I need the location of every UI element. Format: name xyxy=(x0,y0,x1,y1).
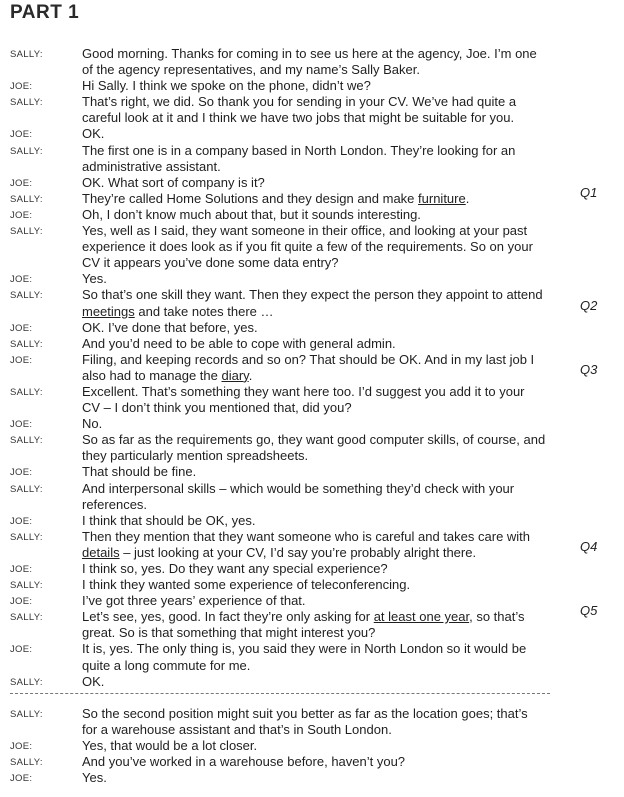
dialogue-line xyxy=(82,625,552,641)
dialogue-text: Filing, and keeping records and so on? That should be OK. And in my last job I xyxy=(82,351,535,367)
dialogue-line xyxy=(82,448,552,464)
dialogue-text: I think they wanted some experience of teleconferencing. xyxy=(82,577,411,593)
dialogue-text: That’s right, we did. So thank you for sending in your CV. We’ve had quite a xyxy=(82,94,517,110)
speaker-label: JOE: xyxy=(10,467,33,479)
part-title: PART 1 xyxy=(10,2,80,23)
dialogue-text: And you’ve worked in a warehouse before, haven’t you? xyxy=(82,754,406,770)
dialogue-turn xyxy=(0,352,624,384)
dialogue-text: I think so, yes. Do they want any special experience? xyxy=(82,561,388,577)
dialogue-turn xyxy=(0,593,624,609)
dialogue-turn xyxy=(0,513,624,529)
dialogue-text: I think that should be OK, yes. xyxy=(82,512,256,528)
dialogue-line xyxy=(82,368,552,384)
section-divider xyxy=(10,693,550,694)
dialogue-text: And you’d need to be able to cope with general admin. xyxy=(82,335,396,351)
dialogue-turn xyxy=(0,184,624,207)
dialogue-line xyxy=(82,545,552,561)
speaker-label: SALLY: xyxy=(10,531,43,543)
dialogue-turn xyxy=(0,46,624,78)
dialogue-text: And interpersonal skills – which would be something they’d check with your xyxy=(82,480,515,496)
dialogue-line xyxy=(82,529,552,545)
dialogue-line xyxy=(82,94,552,110)
dialogue-turn xyxy=(0,94,624,126)
dialogue-line xyxy=(82,320,552,336)
speaker-label: SALLY: xyxy=(10,49,43,60)
dialogue-line xyxy=(82,271,552,287)
speaker-label: SALLY: xyxy=(10,226,43,238)
dialogue-line xyxy=(82,62,552,78)
dialogue-text: . xyxy=(465,190,470,206)
speaker-label: SALLY: xyxy=(10,145,43,157)
speaker-label: SALLY: xyxy=(10,290,43,302)
dialogue-turn xyxy=(0,529,624,561)
dialogue-text: OK. What sort of company is it? xyxy=(82,174,265,190)
dialogue-turn xyxy=(0,706,624,738)
speaker-label: SALLY: xyxy=(10,757,43,769)
dialogue-text: . xyxy=(248,367,253,383)
dialogue-text: CV – I don’t think you mentioned that, did you? xyxy=(82,400,352,416)
dialogue-turn xyxy=(0,223,624,271)
question-marker: Q2 xyxy=(580,297,598,313)
dialogue-turn xyxy=(0,432,624,464)
speaker-label: JOE: xyxy=(10,741,33,753)
dialogue-text: – just looking at your CV, I’d say you’re probably alright there. xyxy=(119,544,477,560)
dialogue-turn xyxy=(0,207,624,223)
speaker-label: SALLY: xyxy=(10,338,43,350)
dialogue-line xyxy=(82,577,552,593)
speaker-label: JOE: xyxy=(10,596,33,608)
dialogue-text: for a warehouse assistant and that’s in South London. xyxy=(82,722,392,738)
dialogue-line xyxy=(82,352,552,368)
dialogue-line xyxy=(82,207,552,223)
dialogue-line xyxy=(82,223,552,239)
dialogue-turn xyxy=(0,674,624,690)
dialogue-text: Excellent. That’s something they want here too. I’d suggest you add it to your xyxy=(82,383,525,399)
dialogue-text: Oh, I don’t know much about that, but it sounds interesting. xyxy=(82,206,421,222)
transcript-continued xyxy=(0,706,624,786)
dialogue-line xyxy=(82,46,552,62)
dialogue-turn xyxy=(0,770,624,786)
speaker-label: JOE: xyxy=(10,354,33,366)
dialogue-line xyxy=(82,464,552,480)
dialogue-line xyxy=(82,239,552,255)
dialogue-turn xyxy=(0,78,624,94)
dialogue-line xyxy=(82,78,552,94)
dialogue-line xyxy=(82,384,552,400)
dialogue-turn xyxy=(0,481,624,513)
dialogue-turn xyxy=(0,738,624,754)
dialogue-text: So that’s one skill they want. Then they expect the person they appoint to attend xyxy=(82,287,543,303)
dialogue-line xyxy=(82,126,552,142)
dialogue-turn xyxy=(0,561,624,577)
speaker-label: JOE: xyxy=(10,515,33,527)
answer-underlined: diary xyxy=(221,367,249,383)
dialogue-text: , so that’s xyxy=(469,609,525,625)
dialogue-line xyxy=(82,287,552,303)
dialogue-turn xyxy=(0,416,624,432)
speaker-label: JOE: xyxy=(10,177,33,189)
question-marker: Q1 xyxy=(580,184,598,200)
dialogue-text: Yes. xyxy=(82,271,107,287)
speaker-label: JOE: xyxy=(10,564,33,576)
dialogue-text: Good morning. Thanks for coming in to see us here at the agency, Joe. I’m one xyxy=(82,46,537,61)
dialogue-turn xyxy=(0,603,624,641)
dialogue-text: Yes, that would be a lot closer. xyxy=(82,738,258,754)
dialogue-turn xyxy=(0,320,624,336)
dialogue-turn xyxy=(0,175,624,191)
dialogue-line xyxy=(82,609,552,625)
dialogue-line xyxy=(82,658,552,674)
dialogue-text: and take notes there … xyxy=(134,303,274,319)
transcript xyxy=(0,46,624,690)
dialogue-line xyxy=(82,513,552,529)
speaker-label: SALLY: xyxy=(10,435,43,447)
dialogue-line xyxy=(82,304,552,320)
dialogue-text: So as far as the requirements go, they want good computer skills, of course, and xyxy=(82,432,546,448)
speaker-label: JOE: xyxy=(10,209,33,221)
speaker-label: JOE: xyxy=(10,129,33,141)
dialogue-turn xyxy=(0,464,624,480)
answer-underlined: at least one year xyxy=(373,609,470,625)
speaker-label: SALLY: xyxy=(10,483,43,495)
dialogue-text: Yes, well as I said, they want someone in their office, and looking at your past xyxy=(82,223,528,239)
dialogue-text: Let’s see, yes, good. In fact they’re only asking for xyxy=(82,609,374,625)
dialogue-text: That should be fine. xyxy=(82,464,197,480)
dialogue-text: quite a long commute for me. xyxy=(82,657,251,673)
dialogue-line xyxy=(82,255,552,271)
speaker-label: SALLY: xyxy=(10,612,43,624)
dialogue-text: OK. xyxy=(82,126,105,142)
dialogue-line xyxy=(82,432,552,448)
dialogue-line xyxy=(82,416,552,432)
dialogue-line xyxy=(82,593,552,609)
dialogue-turn xyxy=(0,126,624,142)
dialogue-text: I’ve got three years’ experience of that. xyxy=(82,593,306,609)
dialogue-text: Then they mention that they want someone who is careful and takes care with xyxy=(82,528,531,544)
dialogue-text: also had to manage the xyxy=(82,367,222,383)
dialogue-line xyxy=(82,191,552,207)
dialogue-line xyxy=(82,497,552,513)
dialogue-text: Yes. xyxy=(82,770,107,786)
dialogue-turn xyxy=(0,641,624,673)
dialogue-text: administrative assistant. xyxy=(82,158,221,174)
dialogue-line xyxy=(82,674,552,690)
dialogue-text: experience it does look as if you fit quite a few of the requirements. So on your xyxy=(82,239,533,255)
dialogue-line xyxy=(82,706,552,722)
dialogue-line xyxy=(82,175,552,191)
dialogue-text: careful look at it and I think we have two jobs that might be suitable for you. xyxy=(82,110,515,126)
speaker-label: JOE: xyxy=(10,81,33,93)
speaker-label: SALLY: xyxy=(10,97,43,109)
speaker-label: JOE: xyxy=(10,419,33,431)
speaker-label: SALLY: xyxy=(10,193,43,205)
dialogue-line xyxy=(82,722,552,738)
dialogue-text: No. xyxy=(82,416,103,432)
dialogue-text: OK. I’ve done that before, yes. xyxy=(82,319,258,335)
dialogue-text: Hi Sally. I think we spoke on the phone, didn’t we? xyxy=(82,78,371,94)
dialogue-text: great. So is that something that might interest you? xyxy=(82,625,376,641)
speaker-label: JOE: xyxy=(10,274,33,286)
dialogue-line xyxy=(82,481,552,497)
answer-underlined: furniture xyxy=(418,190,466,206)
speaker-label: JOE: xyxy=(10,773,33,785)
dialogue-text: OK. xyxy=(82,673,105,689)
dialogue-line xyxy=(82,143,552,159)
dialogue-turn xyxy=(0,287,624,319)
speaker-label: SALLY: xyxy=(10,386,43,398)
dialogue-text: they particularly mention spreadsheets. xyxy=(82,448,309,464)
question-marker: Q4 xyxy=(580,538,598,554)
dialogue-text: They’re called Home Solutions and they design and make xyxy=(82,190,419,206)
speaker-label: SALLY: xyxy=(10,676,43,688)
dialogue-line xyxy=(82,400,552,416)
dialogue-text: CV it appears you’ve done some data entry? xyxy=(82,255,339,271)
dialogue-text: The first one is in a company based in North London. They’re looking for an xyxy=(82,142,516,158)
dialogue-line xyxy=(82,561,552,577)
dialogue-turn xyxy=(0,754,624,770)
dialogue-turn xyxy=(0,384,624,416)
dialogue-text: references. xyxy=(82,496,148,512)
dialogue-line xyxy=(82,738,552,754)
dialogue-text: of the agency representatives, and my name’s Sally Baker. xyxy=(82,62,420,78)
dialogue-line xyxy=(82,641,552,657)
dialogue-line xyxy=(82,754,552,770)
answer-underlined: details xyxy=(82,544,120,560)
speaker-label: JOE: xyxy=(10,322,33,334)
dialogue-turn xyxy=(0,577,624,593)
dialogue-turn xyxy=(0,271,624,287)
dialogue-turn xyxy=(0,336,624,352)
dialogue-line xyxy=(82,770,552,786)
dialogue-text: So the second position might suit you better as far as the location goes; that’s xyxy=(82,706,528,721)
question-marker: Q3 xyxy=(580,361,598,377)
dialogue-turn xyxy=(0,143,624,175)
dialogue-line xyxy=(82,336,552,352)
dialogue-line xyxy=(82,110,552,126)
speaker-label: SALLY: xyxy=(10,709,43,720)
speaker-label: JOE: xyxy=(10,644,33,656)
dialogue-text: It is, yes. The only thing is, you said they were in North London so it would be xyxy=(82,641,527,657)
speaker-label: SALLY: xyxy=(10,580,43,592)
dialogue-line xyxy=(82,159,552,175)
question-marker: Q5 xyxy=(580,603,598,619)
answer-underlined: meetings xyxy=(82,303,135,319)
